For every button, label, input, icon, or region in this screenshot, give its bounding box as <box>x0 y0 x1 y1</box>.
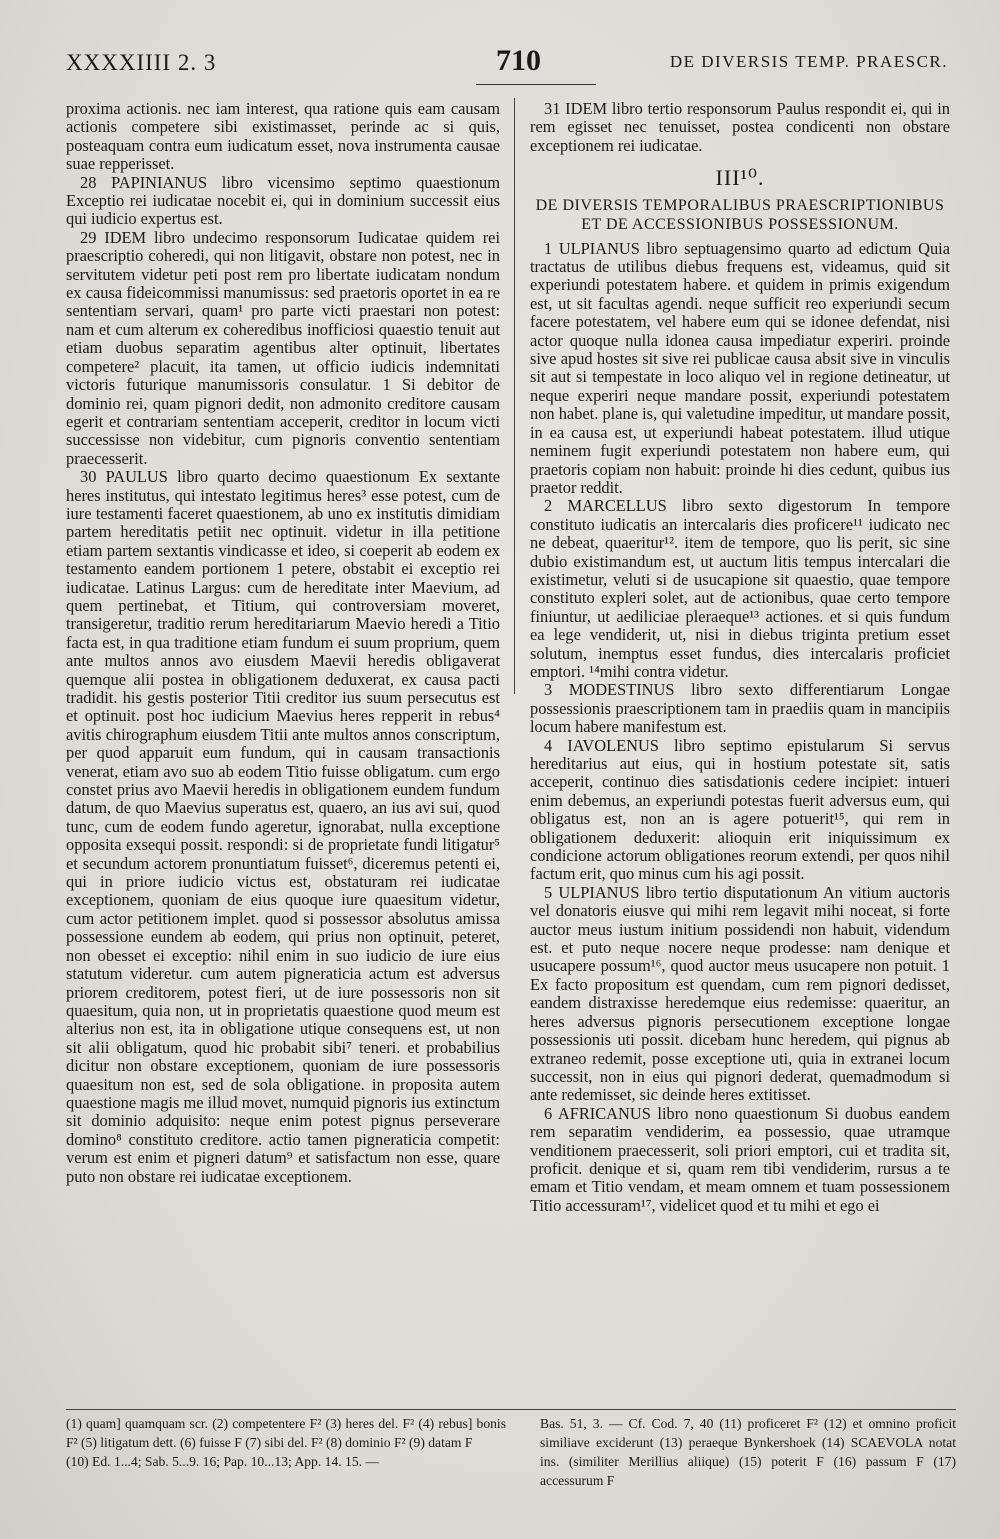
footnotes-left <box>66 1414 506 1471</box>
footnote-line: (10) Ed. 1...4; Sab. 5...9. 16; Pap. 10...13; App. 14. 15. — <box>66 1454 380 1469</box>
left-column <box>66 100 500 1186</box>
paragraph-30: 30 PAULUS libro quarto decimo quaestionum Ex sextante heres institutus, qui intestato legitimus heres³ esse potest, cum de iure testamenti faceret quaestionem, ab uno ex institutis dimidiam partem hereditatis petiit nec optinuit. videtur in illa petitione etiam partem sextantis vindicasse et ideo, si coeperit ab eodem ex testamento eandem portionem 1 petere, obstabit ei exceptio rei iudicatae. Latinus Largus: cum de hereditate inter Maevium, ad quem pertinebat, et Titium, qui controversiam moveret, transigeretur, traditio rerum hereditariarum Maevio heredi a Titio facta est, in qua traditione etiam fundum ei suum proprium, quem ante multos annos avo eiusdem Maevii heredis obligaverat quemque alii postea in obligationem deduxerat, ex causa pacti tradidit. his gestis posterior Titii creditor ius suum persecutus est et optinuit. post hoc iudicium Maevius heres repperit in rebus⁴ avitis chirographum eiusdem Titii ante multos annos conscriptum, per quod apparuit eum fundum, qui in causam transactionis venerat, etiam avo suo ab eodem Titio fuisse obligatum. cum ergo constet prius avo Maevii heredis in obligationem eundem fundum datum, de quo Maevius superatus est, quaero, an ius avi sui, quod tunc, cum de eodem fundo ageretur, ignorabat, nulla exceptione opposita exsequi possit. respondi: si de proprietate fundi litigatur⁵ et secundum actorem pronuntiatum fuisset⁶, diceremus petenti ei, qui in priore iudicio victus est, obstaturam rei iudicatae exceptionem, quoniam de eius quoque iure quaesitum videtur, cum actor petitionem implet. quod si possessor absolutus amissa possessione eundem ab eodem, qui prius non optinuit, peteret, non obesset ei exceptio: nihil enim in suo iudicio de iure eius statutum videretur. cum autem pigneraticia actum est adversus priorem creditorem, potest fieri, ut de iure possessoris non sit quaesitum, quia non, ut in proprietatis quaestione quod meum est alterius non est, ita in obligatione utique consequens est, ut non sit alii obligatum, quod hic probabit sibi⁷ teneri. et probabilius dicitur non obstare exceptionem, quoniam de iure possessoris quaesitum non est, sed de sola obligatione. in proposita autem quaestione magis me illud movet, numquid pignoris ius extinctum sit dominio adquisito: neque enim potest pignus perseverare domino⁸ constituto creditore. actio tamen pigneraticia competit: verum est enim et pigneri datum⁹ et satisfactum non esse, quare puto non obstare rei iudicatae exceptionem. <box>66 467 500 1186</box>
paragraph-29: 29 IDEM libro undecimo responsorum Iudicatae quidem rei praescriptio coheredi, qui non litigavit, obstare non potest, nec in servitutem videtur peti post rem pro libertate iudicatam nondum ex causa fideicommissi manumissus: sed praetoris oportet in ea re sententiam servari, quam¹ pro parte victi praestari non potest: nam et cum alterum ex coheredibus inofficiosi quaestio tenuit aut etiam duobus separatim agentibus alter optinuit, libertates competere² placuit, ita tamen, ut officio iudicis indemnitati victoris futurique manumissoris consulatur. 1 Si debitor de dominio rei, quam pignori dedit, non admonito creditore causam egerit et contrariam sententiam acceperit, creditor in locum victi successisse non videbitur, cum pignoris conventio sententiam praecesserit. <box>66 227 500 468</box>
paragraph-section-3: 3 MODESTINUS libro sexto differentiarum Longae possessionis praescriptionem tam in praediis quam in mancipiis locum habere manifestum est. <box>530 680 950 737</box>
paragraph-section-4: 4 IAVOLENUS libro septimo epistularum Si servus hereditarius aut eius, qui in hostium potestate sit, satis acceperit, continuo dies satisdationis cedere incipiet: intueri enim debemus, an experiundi potestas fuerit adversus eum, qui obligatus est, non an is agere potuerit¹⁵, qui rem in obligationem deduxerit: alioquin erit iniquissimum ex condicione actorum obligationes reorum extendi, per quos nihil factum erit, quo minus cum his agi possit. <box>530 735 950 884</box>
section-number: III¹⁰. <box>715 165 765 191</box>
footnotes-right <box>540 1414 956 1490</box>
paragraph-31: 31 IDEM libro tertio responsorum Paulus respondit ei, qui in rem egisset nec tenuisset, postea condicenti non obstare exceptionem rei iudicatae. <box>530 99 950 155</box>
page-number: 710 <box>496 44 541 77</box>
paragraph-continuation: proxima actionis. nec iam interest, qua ratione quis eam causam actionis competere sibi existimasset, perinde ac si quis, posteaquam contra eum iudicatum esset, nova instrumenta causae suae repperisset. <box>66 99 500 174</box>
section-title: DE DIVERSIS TEMPORALIBUS PRAESCRIPTIONIBUS ET DE ACCESSIONIBUS POSSESSIONUM. <box>535 196 945 233</box>
footnote-rule <box>66 1409 956 1410</box>
footnote-line: (1) quam] quamquam scr. (2) competentere F² (3) heres del. F² (4) rebus] bonis F² (5) litigatum dett. (6) fuisse F (7) sibi del. F² (8) dominio F² (9) datam F <box>66 1416 506 1450</box>
paragraph-section-5: 5 ULPIANUS libro tertio disputationum An vitium auctoris vel donatoris eiusve qui mihi rem legavit mihi noceat, si forte auctor meus iustum initium possidendi non habuit, videndum est. et puto neque nocere neque prodesse: nam denique et usucapere possum¹⁶, quod auctor meus usucapere non potuit. 1 Ex facto propositum est quendam, cum rem pignori dedisset, eandem distraxisse heredemque eius redemisse: quaeritur, an heres adversus pignoris persecutionem exceptione longae possessionis uti possit. dicebam hunc heredem, qui pignus ab extraneo redemit, posse exceptione uti, quia in extranei locum successit, non in eius qui pignori dederat, quemadmodum si ante redemisset, sic deinde heres extitisset. <box>530 882 950 1105</box>
header-book-reference: XXXXIIII 2. 3 <box>66 50 217 75</box>
paragraph-section-2: 2 MARCELLUS libro sexto digestorum In tempore constituto iudicatis an intercalaris dies proficere¹¹ iudicato nec ne debeat, quaeritur¹². item de tempore, quo lis perit, sic sine dubio existimandum est, ut auctum litis tempus intercalari die existimetur, veluti si de usucapione sit quaestio, quae tempore constituto expleri solet, aut de actionibus, quae certo tempore finiuntur, ut aediliciae pleraeque¹³ actiones. et si quis fundum ea lege vendiderit, ut, nisi in diebus triginta pretium esset solutum, inemptus esset fundus, dies intercalaris proficiet emptori. ¹⁴mihi contra videtur. <box>530 496 950 681</box>
page-header <box>66 44 948 84</box>
column-divider <box>514 98 515 694</box>
header-running-title: DE DIVERSIS TEMP. PRAESCR. <box>669 52 948 71</box>
footnote-line: Bas. 51, 3. — Cf. Cod. 7, 40 (11) proficeret F² (12) et omnino proficit similiave exciderunt (13) peraeque Bynkershoek (14) SCAEVOLA notat ins. (similiter Merillius aliique) (15) poterit F (16) passum F (17) accessurum F <box>540 1416 956 1488</box>
right-column <box>530 100 950 1215</box>
header-rule <box>476 84 596 85</box>
paragraph-section-6: 6 AFRICANUS libro nono quaestionum Si duobus eandem rem separatim vendiderim, ea possessio, quae utramque venditionem praecesserit, soli priori emptori, cui et tradita sit, proficit. denique et si, quam rem tibi vendiderim, rursus a te emam et Titio vendam, et meam omnem et tuam possessionem Titio accessuram¹⁷, videlicet quod et tu mihi et ego ei <box>530 1103 950 1215</box>
paragraph-28: 28 PAPINIANUS libro vicensimo septimo quaestionum Exceptio rei iudicatae nocebit ei, qui in dominium successit eius qui iudicio expertus est. <box>66 172 500 229</box>
paragraph-section-1: 1 ULPIANUS libro septuagensimo quarto ad edictum Quia tractatus de utilibus diebus frequens est, videamus, quid sit experiundi potestatem habere. et quidem in primis exigendum est, ut sit facultas agendi. neque sufficit reo experiundi secum facere potestatem, vel habere eum qui se idonee defendat, nisi actor quoque nulla idonea causa impediatur experiri. proinde sive apud hostes sit sive rei publicae causa absit sive in vinculis sit aut si tempestate in loco aliquo vel in regione detineatur, ut neque experiri neque mandare possit, experiundi potestatem non habet. plane is, qui valetudine impeditur, ut mandare possit, in ea causa est, ut experiundi habeat potestatem. illud utique neminem fugit experiundi potestatem non habere eum, qui praetoris copiam non habuit: proinde hi dies cedunt, quibus ius praetor reddit. <box>530 238 950 497</box>
